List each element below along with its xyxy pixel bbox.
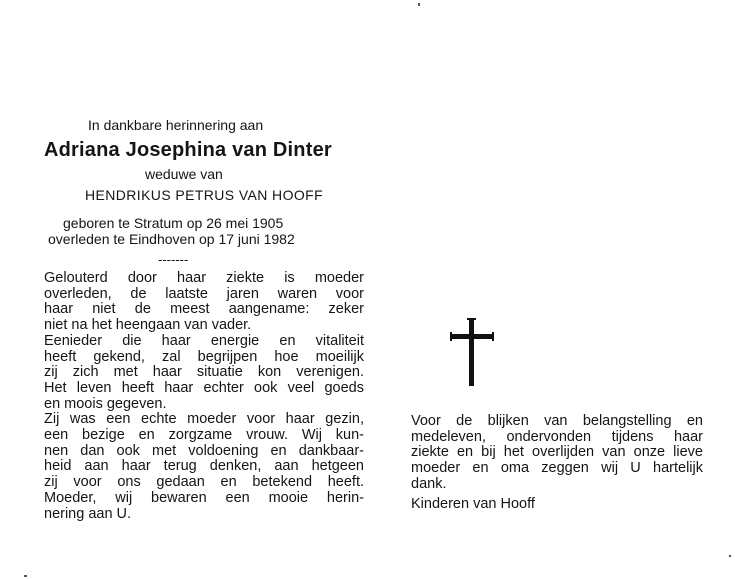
life-dates: [48, 215, 295, 247]
text-line: heeft gekend, zal begrijpen hoe moeilijk: [44, 348, 364, 365]
text-line: heid aan haar terug denken, aan hetgeen: [44, 458, 364, 475]
husband-name: HENDRIKUS PETRUS VAN HOOFF: [85, 187, 324, 203]
separator: -------: [158, 252, 189, 267]
thanks-line: moeder en oma zeggen wij U hartelijk: [411, 460, 703, 477]
text-line: Zij was een echte moeder voor haar gezin,: [44, 411, 364, 428]
text-line: niet na het heengaan van vader.: [44, 317, 252, 334]
text-line: en moois gegeven.: [44, 395, 167, 412]
memorial-text: [44, 271, 364, 522]
text-line: nen dan ook met voldoening en dankbaar-: [44, 442, 364, 459]
text-line: zij voor ons gedaan en betekend heeft.: [44, 474, 364, 491]
thanks-line: Voor de blijken van belangstelling en: [411, 413, 703, 429]
latin-cross-icon: [450, 318, 494, 386]
signature: Kinderen van Hooff: [411, 496, 535, 512]
deceased-name: Adriana Josephina van Dinter: [44, 139, 332, 161]
thanks-text: [411, 414, 703, 493]
text-line: Het leven heeft haar echter ook veel goeds: [44, 379, 364, 396]
thanks-line: ziekte en bij het overlijden van onze lieve: [411, 444, 703, 461]
birth-line: geboren te Stratum op 26 mei 1905: [63, 215, 284, 231]
text-line: een bezige en zorgzame vrouw. Wij kun-: [44, 427, 364, 444]
scan-speck: [418, 3, 420, 6]
text-line: haar niet de meest aangename: zeker: [44, 301, 364, 318]
text-line: Moeder, wij bewaren een mooie herin-: [44, 489, 364, 506]
scan-speck: [24, 575, 27, 577]
text-line: nering aan U.: [44, 505, 132, 522]
text-line: overleden, de laatste jaren waren voor: [44, 285, 364, 302]
text-line: Eenieder die haar energie en vitaliteit: [44, 332, 364, 349]
thanks-line: medeleven, ondervonden tijdens haar: [411, 428, 703, 445]
text-line: Gelouterd door haar ziekte is moeder: [44, 270, 364, 286]
widow-of-line: weduwe van: [145, 166, 223, 182]
text-line: zij zich met haar situatie kon verenigen.: [44, 364, 364, 381]
thanks-line: dank.: [411, 475, 447, 492]
death-line: overleden te Eindhoven op 17 juni 1982: [48, 231, 295, 247]
scan-speck: [729, 555, 731, 557]
intro-line: In dankbare herinnering aan: [88, 117, 264, 133]
